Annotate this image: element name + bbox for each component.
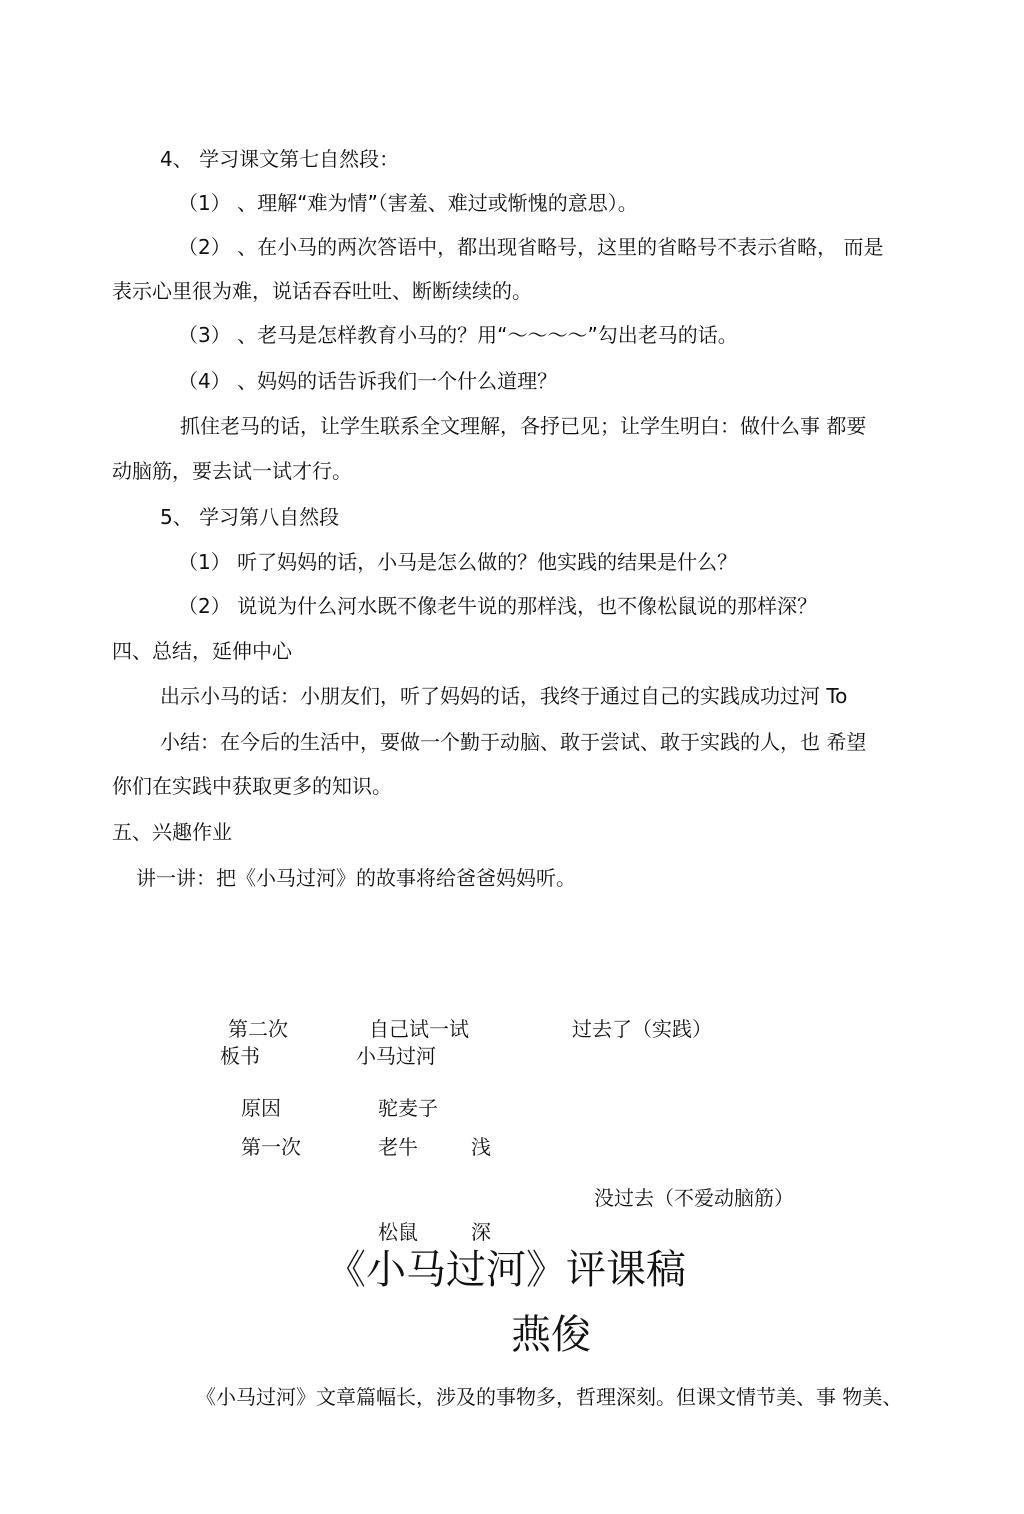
board-first-time: 第一次 bbox=[241, 1135, 301, 1159]
board-second-time: 第二次 bbox=[228, 1017, 288, 1041]
board-reason: 原因 bbox=[241, 1096, 281, 1120]
part4-summary-line1: 小结：在今后的生活中，要做一个勤于动脑、敢于尝试、敢于实践的人，也 希望 bbox=[160, 730, 867, 754]
review-body-line1: 《小马过河》文章篇幅长，涉及的事物多，哲理深刻。但课文情节美、事 物美、 bbox=[196, 1385, 903, 1409]
board-crossed: 过去了（实践） bbox=[572, 1017, 712, 1041]
board-not-crossed: 没过去（不爱动脑筋） bbox=[594, 1186, 794, 1210]
section4-question-2-line1: （2） 、在小马的两次答语中，都出现省略号，这里的省略号不表示省略， 而是 bbox=[178, 235, 884, 259]
board-try-self: 自己试一试 bbox=[369, 1017, 469, 1041]
review-author: 燕俊 bbox=[511, 1312, 591, 1358]
section4-question-4: （4） 、妈妈的话告诉我们一个什么道理？ bbox=[178, 369, 558, 393]
section5-question-1: （1） 听了妈妈的话，小马是怎么做的？他实践的结果是什么？ bbox=[178, 550, 738, 574]
review-title: 《小马过河》评课稿 bbox=[326, 1247, 686, 1293]
board-squirrel: 松鼠 bbox=[378, 1220, 418, 1244]
section4-note-line1: 抓住老马的话，让学生联系全文理解，各抒已见；让学生明白：做什么事 都要 bbox=[180, 414, 867, 438]
board-deep: 深 bbox=[471, 1220, 491, 1244]
part5-heading: 五、兴趣作业 bbox=[112, 820, 232, 844]
section4-note-line2: 动脑筋，要去试一试才行。 bbox=[112, 459, 352, 483]
section5-heading: 5、 学习第八自然段 bbox=[160, 505, 340, 529]
board-old-ox: 老牛 bbox=[378, 1135, 418, 1159]
part4-show-text: 出示小马的话：小朋友们，听了妈妈的话，我终于通过自己的实践成功过河 To bbox=[160, 684, 848, 708]
board-topic: 小马过河 bbox=[356, 1044, 436, 1068]
board-label: 板书 bbox=[220, 1044, 260, 1068]
part4-heading: 四、总结，延伸中心 bbox=[112, 639, 292, 663]
section4-heading: 4、 学习课文第七自然段： bbox=[160, 147, 400, 171]
part5-task: 讲一讲：把《小马过河》的故事将给爸爸妈妈听。 bbox=[136, 866, 576, 890]
section5-question-2: （2） 说说为什么河水既不像老牛说的那样浅，也不像松鼠说的那样深？ bbox=[178, 594, 818, 618]
section4-question-1: （1） 、理解“难为情”（害羞、难过或惭愧的意思）。 bbox=[178, 191, 638, 215]
board-camel: 驼麦子 bbox=[378, 1096, 438, 1120]
part4-summary-line2: 你们在实践中获取更多的知识。 bbox=[112, 774, 392, 798]
board-shallow: 浅 bbox=[471, 1135, 491, 1159]
section4-question-3: （3） 、老马是怎样教育小马的？用“～～～～”勾出老马的话。 bbox=[178, 323, 738, 347]
section4-question-2-line2: 表示心里很为难，说话吞吞吐吐、断断续续的。 bbox=[112, 279, 532, 303]
